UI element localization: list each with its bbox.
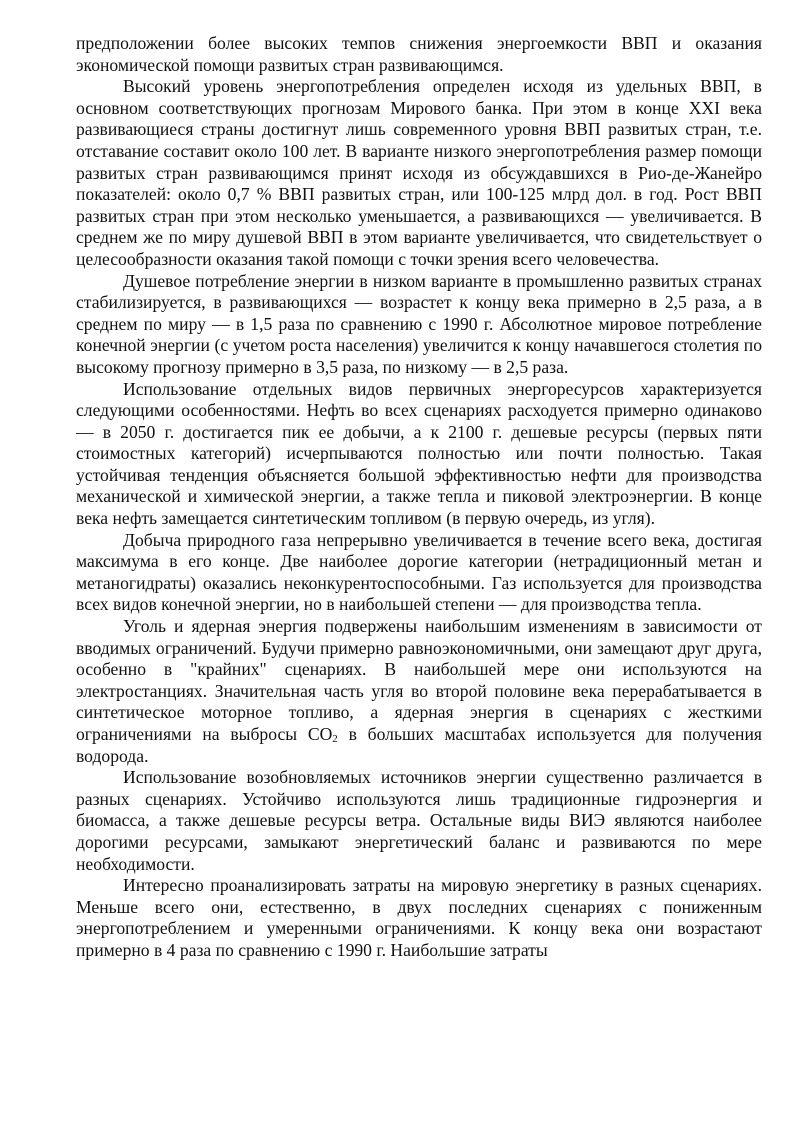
document-page	[76, 33, 762, 962]
paragraph-6-text-before: Уголь и ядерная энергия подвержены наибольшим изменениям в зависимости от вводимых ограничений. Будучи примерно равноэкономичными, они замещают друг друга, особенно в "крайних" сценариях. В наибольшей мере они используются на электростанциях. Значительная часть угля во второй половине века перерабатывается в синтетическое моторное топливо, а ядерная энергия в сценариях с жесткими ограничениями на выбросы CO	[76, 616, 762, 744]
paragraph-5: Добыча природного газа непрерывно увеличивается в течение всего века, достигая максимума в его конце. Две наиболее дорогие категории (нетрадиционный метан и метаногидраты) оказались неконкурентоспособными. Газ используется для производства всех видов конечной энергии, но в наибольшей степени — для производства тепла.	[76, 529, 762, 615]
paragraph-2: Высокий уровень энергопотребления определен исходя из удельных ВВП, в основном соответствующих прогнозам Мирового банка. При этом в конце XXI века развивающиеся страны достигнут лишь современного уровня ВВП развитых стран, т.е. отставание составит около 100 лет. В варианте низкого энергопотребления размер помощи развитых стран развивающимся принят исходя из обсуждавшихся в Рио-де-Жанейро показателей: около 0,7 % ВВП развитых стран, или 100-125 млрд дол. в год. Рост ВВП развитых стран при этом несколько уменьшается, а развивающихся — увеличивается. В среднем же по миру душевой ВВП в этом варианте увеличивается, что свидетельствует о целесообразности оказания такой помощи с точки зрения всего человечества.	[76, 76, 762, 269]
paragraph-8: Интересно проанализировать затраты на мировую энергетику в разных сценариях. Меньше всего они, естественно, в двух последних сценариях с пониженным энергопотреблением и умеренными ограничениями. К концу века они возрастают примерно в 4 раза по сравнению с 1990 г. Наибольшие затраты	[76, 875, 762, 960]
co2-subscript: 2	[332, 733, 338, 745]
paragraph-6-text-after: в больших масштабах используется для получения водорода.	[76, 724, 762, 766]
paragraph-1: предположении более высоких темпов снижения энергоемкости ВВП и оказания экономической помощи развитых стран развивающимся.	[76, 33, 762, 75]
paragraph-7: Использование возобновляемых источников энергии существенно различается в разных сценариях. Устойчиво используются лишь традиционные гидроэнергия и биомасса, а также дешевые ресурсы ветра. Остальные виды ВИЭ являются наиболее дорогими ресурсами, замыкают энергетический баланс и развиваются по мере необходимости.	[76, 767, 762, 874]
paragraph-3: Душевое потребление энергии в низком варианте в промышленно развитых странах стабилизируется, в развивающихся — возрастет к концу века примерно в 2,5 раза, а в среднем по миру — в 1,5 раза по сравнению с 1990 г. Абсолютное мировое потребление конечной энергии (с учетом роста населения) увеличится к концу начавшегося столетия по высокому прогнозу примерно в 3,5 раза, по низкому — в 2,5 раза.	[76, 270, 762, 377]
paragraph-4: Использование отдельных видов первичных энергоресурсов характеризуется следующими особенностями. Нефть во всех сценариях расходуется примерно одинаково — в 2050 г. достигается пик ее добычи, а к 2100 г. дешевые ресурсы (первых пяти стоимостных категорий) исчерпываются полностью или почти полностью. Такая устойчивая тенденция объясняется большой эффективностью нефти для производства механической и химической энергии, а также тепла и пиковой электроэнергии. В конце века нефть замещается синтетическим топливом (в первую очередь, из угля).	[76, 378, 762, 529]
paragraph-6	[76, 616, 762, 767]
